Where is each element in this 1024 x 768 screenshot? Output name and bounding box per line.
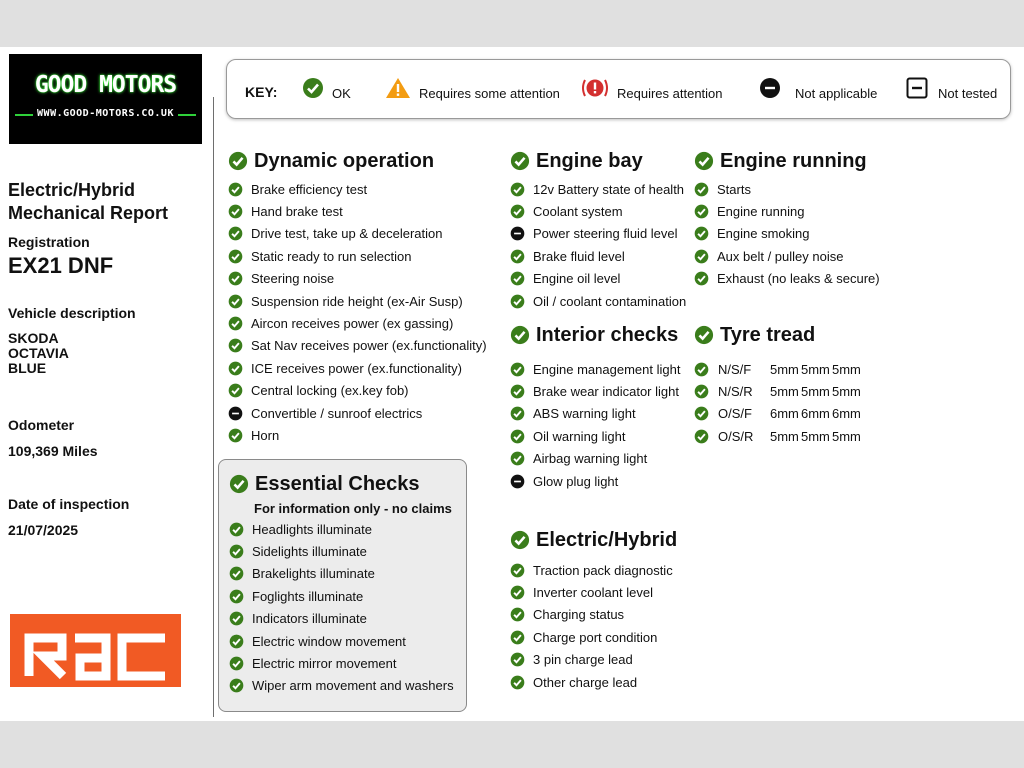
tyre-position: N/S/R	[718, 384, 753, 400]
checklist-item	[229, 630, 454, 652]
checklist-item-label: Static ready to run selection	[251, 248, 412, 264]
key-item-not-applicable	[759, 74, 877, 101]
checklist-item	[228, 178, 487, 200]
tyre-depth: 5mm	[832, 428, 861, 444]
key-legend	[226, 59, 1011, 119]
tyre-position: O/S/R	[718, 428, 754, 444]
checklist-item-label: Starts	[717, 181, 751, 197]
report-title-line1: Electric/Hybrid	[8, 180, 136, 200]
check-icon	[510, 384, 525, 399]
checklist-item-label: 3 pin charge lead	[533, 652, 633, 668]
section-essential-checks	[229, 471, 454, 697]
essential-checks-panel	[218, 459, 467, 712]
section-title	[694, 322, 863, 348]
check-icon	[228, 383, 243, 398]
checklist-item-label: Steering noise	[251, 271, 335, 287]
section-title-text: Essential Checks	[255, 472, 420, 495]
checklist-item-label: Oil warning light	[533, 428, 626, 444]
checklist-item	[229, 675, 454, 697]
check-icon	[510, 406, 525, 421]
registration-label: Registration	[8, 234, 90, 250]
checklist-item-label: Brake wear indicator light	[533, 384, 679, 400]
check-icon	[510, 294, 525, 309]
checklist-item	[228, 380, 487, 402]
section-title	[510, 148, 686, 174]
tyre-depth: 5mm	[801, 361, 830, 377]
report-title-line2: Mechanical Report	[8, 203, 169, 223]
check-icon	[228, 338, 243, 353]
check-icon	[510, 652, 525, 667]
check-icon	[694, 226, 709, 241]
checklist	[229, 518, 454, 697]
checklist-item-label: Horn	[251, 427, 280, 443]
odometer-label: Odometer	[8, 417, 75, 433]
key-item-attention	[581, 74, 723, 101]
checklist-item	[694, 245, 880, 267]
check-icon	[510, 630, 525, 645]
tyre-depth: 6mm	[832, 406, 861, 422]
checklist-item-label: Sat Nav receives power (ex.functionality)	[251, 338, 487, 354]
check-icon	[510, 530, 530, 550]
checklist-item	[694, 200, 880, 222]
section-title	[229, 471, 454, 497]
checklist-item	[228, 268, 487, 290]
section-dynamic-operation	[228, 148, 487, 447]
check-icon	[229, 656, 244, 671]
checklist	[510, 358, 680, 492]
checklist-item-label: Engine smoking	[717, 226, 810, 242]
key-label-not-applicable: Not applicable	[795, 86, 878, 101]
checklist-item	[510, 290, 686, 312]
checklist-item-label: Traction pack diagnostic	[533, 562, 673, 578]
check-icon	[229, 634, 244, 649]
tyre-depth: 5mm	[832, 361, 861, 377]
checklist-item	[510, 559, 677, 581]
check-icon	[510, 204, 525, 219]
check-icon	[228, 428, 243, 443]
check-icon	[510, 182, 525, 197]
section-title	[694, 148, 880, 174]
essential-subtitle: For information only - no claims	[254, 501, 452, 516]
checklist-item-label: Hand brake test	[251, 204, 343, 220]
check-icon	[694, 151, 714, 171]
logo-rule-right	[178, 114, 196, 116]
check-icon	[510, 271, 525, 286]
checklist-item	[510, 604, 677, 626]
date-value: 21/07/2025	[8, 522, 79, 538]
section-title-text: Dynamic operation	[254, 149, 435, 172]
checklist-item	[229, 652, 454, 674]
checklist-item	[228, 290, 487, 312]
check-icon	[229, 566, 244, 581]
checklist-item	[229, 608, 454, 630]
check-icon	[694, 362, 709, 377]
report-title	[8, 179, 168, 225]
checklist-item-label: Engine management light	[533, 361, 681, 377]
checklist-item	[228, 245, 487, 267]
checklist-item	[510, 649, 677, 671]
odometer-value: 109,369 Miles	[8, 443, 98, 459]
key-label-ok: OK	[332, 86, 351, 101]
tyre-row	[694, 403, 863, 425]
check-icon	[302, 77, 324, 99]
check-icon	[228, 271, 243, 286]
check-icon	[510, 249, 525, 264]
checklist-item	[228, 312, 487, 334]
checklist-item	[510, 425, 680, 447]
section-tyre-tread	[694, 322, 863, 448]
check-icon	[229, 474, 249, 494]
key-label-not-tested: Not tested	[938, 86, 998, 101]
not-applicable-icon	[510, 474, 525, 489]
check-icon	[510, 362, 525, 377]
check-icon	[694, 182, 709, 197]
check-icon	[510, 429, 525, 444]
check-icon	[510, 585, 525, 600]
registration-value: EX21 DNF	[8, 253, 114, 278]
checklist-item	[694, 268, 880, 290]
vehicle-colour: BLUE	[8, 360, 47, 376]
checklist-item	[510, 223, 686, 245]
vehicle-model: OCTAVIA	[8, 345, 69, 361]
checklist-item	[510, 178, 686, 200]
check-icon	[694, 204, 709, 219]
check-icon	[510, 151, 530, 171]
checklist-item-label: Coolant system	[533, 204, 623, 220]
tyre-depth: 5mm	[770, 428, 799, 444]
checklist-item	[228, 357, 487, 379]
checklist-item-label: Power steering fluid level	[533, 226, 678, 242]
checklist-item-label: Brakelights illuminate	[252, 566, 375, 582]
key-item-some-attention	[385, 74, 560, 101]
checklist-item	[694, 178, 880, 200]
checklist-item-label: Electric mirror movement	[252, 656, 397, 672]
checklist-item-label: Wiper arm movement and washers	[252, 678, 454, 694]
checklist-item	[228, 223, 487, 245]
section-title	[510, 322, 680, 348]
check-icon	[510, 607, 525, 622]
tyre-row	[694, 425, 863, 447]
checklist-item	[510, 626, 677, 648]
checklist-item	[228, 424, 487, 446]
check-icon	[510, 563, 525, 578]
checklist-item	[228, 402, 487, 424]
checklist-item-label: Electric window movement	[252, 633, 406, 649]
checklist-item	[694, 223, 880, 245]
checklist-item	[510, 671, 677, 693]
checklist-item	[510, 581, 677, 603]
checklist-item-label: Drive test, take up & deceleration	[251, 226, 443, 242]
tyre-depth: 5mm	[801, 384, 830, 400]
date-label: Date of inspection	[8, 496, 130, 512]
tyre-row	[694, 380, 863, 402]
checklist-item-label: Central locking (ex.key fob)	[251, 383, 409, 399]
checklist-item-label: Inverter coolant level	[533, 585, 653, 601]
checklist-item-label: Charging status	[533, 607, 625, 623]
section-engine-bay	[510, 148, 686, 312]
check-icon	[228, 182, 243, 197]
check-icon	[229, 544, 244, 559]
checklist-item-label: Brake efficiency test	[251, 181, 368, 197]
check-icon	[229, 589, 244, 604]
checklist-item	[510, 403, 680, 425]
checklist-item	[229, 540, 454, 562]
checklist-item-label: 12v Battery state of health	[533, 181, 685, 197]
check-icon	[229, 522, 244, 537]
warning-triangle-icon	[385, 77, 411, 99]
tyre-depth: 6mm	[770, 406, 799, 422]
key-item-not-tested	[906, 74, 997, 101]
section-interior-checks	[510, 322, 680, 492]
checklist-item-label: Glow plug light	[533, 473, 619, 489]
rac-logo-mark	[10, 614, 181, 687]
tyre-tread-table	[694, 358, 863, 448]
checklist-item-label: Engine oil level	[533, 271, 621, 287]
checklist-item-label: Convertible / sunroof electrics	[251, 405, 423, 421]
check-icon	[694, 325, 714, 345]
checklist	[694, 178, 880, 290]
check-icon	[694, 271, 709, 286]
check-icon	[694, 429, 709, 444]
key-title: KEY:	[245, 84, 278, 100]
checklist-item-label: ABS warning light	[533, 406, 636, 422]
check-icon	[228, 249, 243, 264]
section-title-text: Engine bay	[536, 149, 643, 172]
checklist-item-label: Headlights illuminate	[252, 521, 372, 537]
checklist-item	[229, 518, 454, 540]
checklist	[228, 178, 487, 447]
tyre-depth: 5mm	[770, 384, 799, 400]
check-icon	[694, 406, 709, 421]
tyre-depth: 5mm	[832, 384, 861, 400]
checklist-item	[510, 470, 680, 492]
checklist-item	[228, 335, 487, 357]
checklist-item-label: Charge port condition	[533, 629, 658, 645]
section-engine-running	[694, 148, 880, 290]
column-divider	[213, 97, 214, 717]
checklist-item	[510, 268, 686, 290]
checklist-item-label: Other charge lead	[533, 674, 638, 690]
logo-text: GOOD MOTORS	[34, 72, 177, 98]
check-icon	[510, 325, 530, 345]
vehicle-make: SKODA	[8, 330, 59, 346]
tyre-row	[694, 358, 863, 380]
check-icon	[229, 611, 244, 626]
report-sheet	[0, 47, 1024, 721]
check-icon	[228, 294, 243, 309]
tyre-depth: 6mm	[801, 406, 830, 422]
checklist-item-label: Engine running	[717, 204, 805, 220]
checklist	[510, 559, 677, 693]
section-title-text: Electric/Hybrid	[536, 528, 678, 551]
checklist-item-label: Indicators illuminate	[252, 611, 367, 627]
check-icon	[228, 316, 243, 331]
checklist-item	[228, 200, 487, 222]
check-icon	[694, 249, 709, 264]
checklist-item-label: Sidelights illuminate	[252, 544, 367, 560]
tyre-position: N/S/F	[718, 361, 752, 377]
check-icon	[694, 384, 709, 399]
not-applicable-icon	[759, 77, 781, 99]
not-tested-icon	[906, 77, 928, 99]
not-applicable-icon	[228, 406, 243, 421]
checklist-item-label: Oil / coolant contamination	[533, 293, 687, 309]
checklist-item	[510, 358, 680, 380]
checklist-item-label: Airbag warning light	[533, 451, 648, 467]
rac-logo	[10, 614, 181, 687]
alert-circle-icon	[581, 77, 609, 99]
tyre-depth: 5mm	[801, 428, 830, 444]
check-icon	[228, 151, 248, 171]
section-title-text: Engine running	[720, 149, 867, 172]
checklist	[510, 178, 686, 312]
check-icon	[229, 678, 244, 693]
checklist-item	[229, 563, 454, 585]
section-electric-hybrid	[510, 527, 677, 693]
key-label-some-attention: Requires some attention	[419, 86, 560, 101]
section-title-text: Interior checks	[536, 323, 679, 346]
check-icon	[510, 451, 525, 466]
logo-website: WWW.GOOD-MOTORS.CO.UK	[37, 108, 174, 119]
check-icon	[228, 204, 243, 219]
checklist-item	[510, 200, 686, 222]
good-motors-logo	[9, 54, 202, 144]
checklist-item	[510, 380, 680, 402]
checklist-item-label: Aircon receives power (ex gassing)	[251, 316, 454, 332]
checklist-item	[510, 448, 680, 470]
not-applicable-icon	[510, 226, 525, 241]
checklist-item	[229, 585, 454, 607]
checklist-item	[510, 245, 686, 267]
section-title	[510, 527, 677, 553]
checklist-item-label: Brake fluid level	[533, 248, 625, 264]
checklist-item-label: ICE receives power (ex.functionality)	[251, 360, 462, 376]
checklist-item-label: Suspension ride height (ex-Air Susp)	[251, 293, 463, 309]
key-label-attention: Requires attention	[617, 86, 723, 101]
check-icon	[228, 361, 243, 376]
checklist-item-label: Foglights illuminate	[252, 588, 364, 604]
tyre-position: O/S/F	[718, 406, 752, 422]
section-title	[228, 148, 487, 174]
section-title-text: Tyre tread	[720, 323, 816, 346]
check-icon	[510, 675, 525, 690]
checklist-item-label: Aux belt / pulley noise	[717, 248, 844, 264]
check-icon	[228, 226, 243, 241]
vehicle-description	[8, 331, 69, 376]
vehicle-description-label: Vehicle description	[8, 305, 136, 321]
key-item-ok	[302, 74, 351, 101]
tyre-depth: 5mm	[770, 361, 799, 377]
checklist-item-label: Exhaust (no leaks & secure)	[717, 271, 880, 287]
